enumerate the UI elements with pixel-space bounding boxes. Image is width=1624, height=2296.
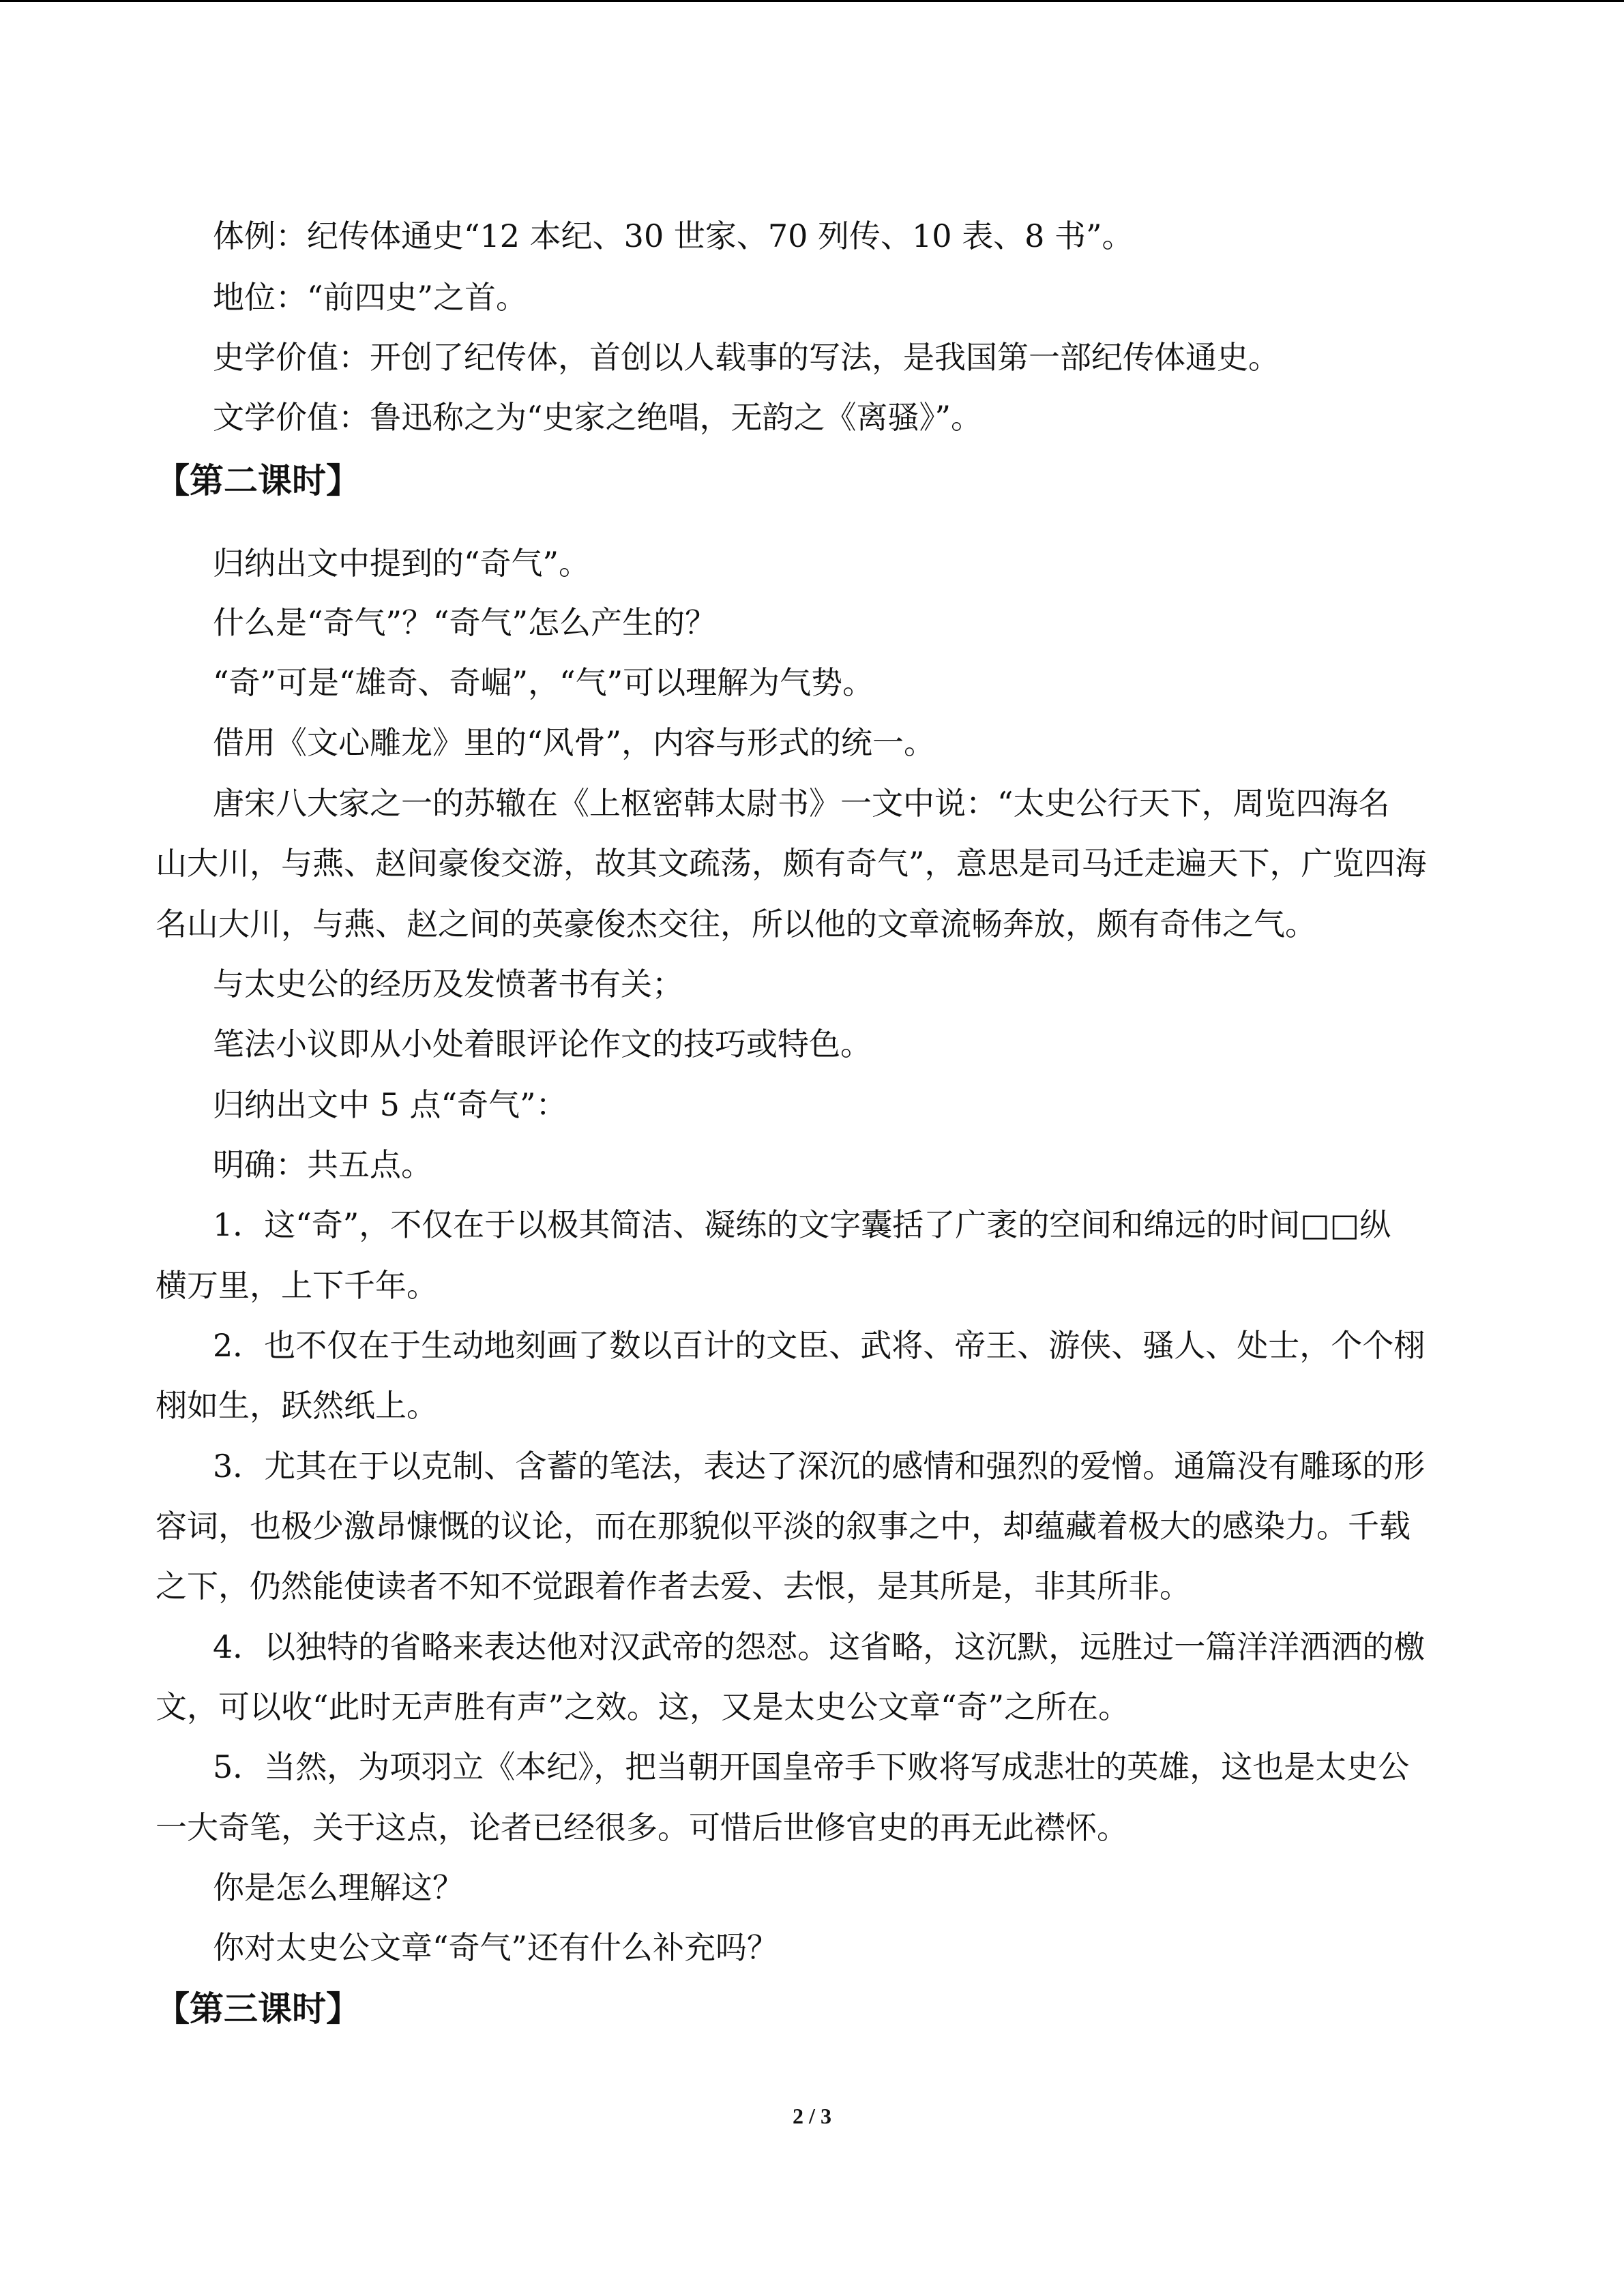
- paragraph-line: 3．尤其在于以克制、含蓄的笔法，表达了深沉的感情和强烈的爱憎。通篇没有雕琢的形: [213, 1448, 1426, 1485]
- paragraph-line: 1．这“奇”，不仅在于以极其简洁、凝练的文字囊括了广袤的空间和绵远的时间□□纵: [213, 1206, 1391, 1243]
- paragraph-line: 之下，仍然能使读者不知不觉跟着作者去爱、去恨，是其所是，非其所非。: [156, 1568, 1191, 1605]
- paragraph-line: 明确：共五点。: [213, 1146, 432, 1183]
- paragraph-line: 横万里，上下千年。: [156, 1267, 438, 1304]
- paragraph-line: 归纳出文中 5 点“奇气”：: [213, 1086, 567, 1123]
- paragraph-line: 2．也不仅在于生动地刻画了数以百计的文臣、武将、帝王、游侠、骚人、处士，个个栩: [213, 1327, 1426, 1364]
- paragraph-line: 文，可以收“此时无声胜有声”之效。这，又是太史公文章“奇”之所在。: [156, 1688, 1130, 1725]
- paragraph-line: 容词，也极少激昂慷慨的议论，而在那貌似平淡的叙事之中，却蕴藏着极大的感染力。千载: [156, 1508, 1411, 1545]
- paragraph-line: 什么是“奇气”？“奇气”怎么产生的？: [213, 604, 717, 641]
- paragraph-line: 4．以独特的省略来表达他对汉武帝的怨怼。这省略，这沉默，远胜过一篇洋洋洒洒的檄: [213, 1628, 1426, 1665]
- paragraph-line: 栩如生，跃然纸上。: [156, 1387, 438, 1424]
- section-heading-lesson-2: 【第二课时】: [156, 461, 360, 501]
- paragraph-line: 名山大川，与燕、赵之间的英豪俊杰交往，所以他的文章流畅奔放，颇有奇伟之气。: [156, 906, 1316, 942]
- paragraph-line: 地位：“前四史”之首。: [213, 279, 528, 316]
- paragraph-line: 体例：纪传体通史“12 本纪、30 世家、70 列传、10 表、8 书”。: [213, 218, 1134, 254]
- paragraph-line: 你是怎么理解这？: [213, 1869, 464, 1906]
- paragraph-line: “奇”可是“雄奇、奇崛”，“气”可以理解为气势。: [213, 664, 874, 701]
- paragraph-line: 一大奇笔，关于这点，论者已经很多。可惜后世修官史的再无此襟怀。: [156, 1809, 1128, 1846]
- paragraph-line: 唐宋八大家之一的苏辙在《上枢密韩太尉书》一文中说：“太史公行天下，周览四海名: [213, 785, 1390, 822]
- page-number: 2 / 3: [793, 2104, 831, 2128]
- paragraph-line: 你对太史公文章“奇气”还有什么补充吗？: [213, 1929, 779, 1966]
- paragraph-line: 文学价值：鲁迅称之为“史家之绝唱，无韵之《离骚》”。: [213, 399, 983, 436]
- paragraph-line: 山大川，与燕、赵间豪俊交游，故其文疏荡，颇有奇气”，意思是司马迁走遍天下，广览四海: [156, 845, 1427, 882]
- paragraph-line: 史学价值：开创了纪传体，首创以人载事的写法，是我国第一部纪传体通史。: [213, 339, 1280, 376]
- paragraph-line: 笔法小议即从小处着眼评论作文的技巧或特色。: [213, 1026, 872, 1062]
- paragraph-line: 与太史公的经历及发愤著书有关；: [213, 966, 683, 1002]
- paragraph-line: 归纳出文中提到的“奇气”。: [213, 545, 591, 582]
- paragraph-line: 借用《文心雕龙》里的“风骨”，内容与形式的统一。: [213, 724, 936, 761]
- paragraph-line: 5．当然，为项羽立《本纪》，把当朝开国皇帝手下败将写成悲壮的英雄，这也是太史公: [213, 1748, 1410, 1785]
- section-heading-lesson-3: 【第三课时】: [156, 1989, 360, 2029]
